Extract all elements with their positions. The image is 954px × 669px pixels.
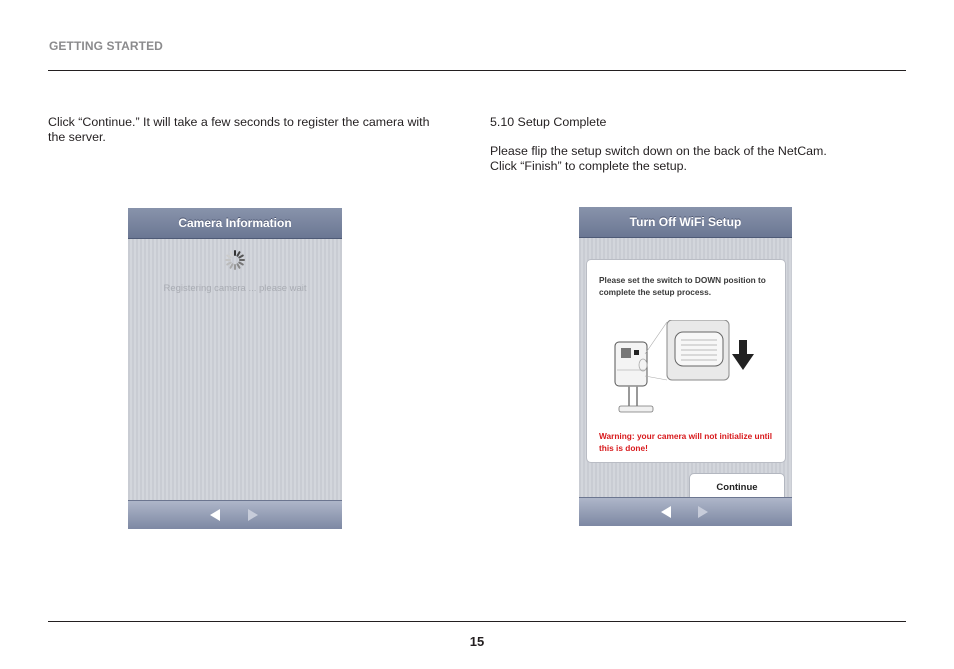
camera-icon [615,342,653,412]
screen-nav-title: Camera Information [128,208,342,239]
back-arrow-icon[interactable] [210,509,220,521]
bottom-toolbar [128,500,342,529]
camera-information-screen [128,208,342,529]
left-instruction-text: Click “Continue.” It will take a few seconds to register the camera with the server. [48,115,430,144]
back-arrow-icon[interactable] [661,506,671,518]
right-instruction [490,144,890,174]
registering-status: Registering camera ... please wait [163,283,307,294]
footer-rule [48,621,906,622]
section-title: GETTING STARTED [49,39,163,53]
right-heading: 5.10 Setup Complete [490,115,607,129]
forward-arrow-icon[interactable] [698,506,708,518]
spinner-icon [224,249,246,271]
forward-arrow-icon[interactable] [248,509,258,521]
right-instruction-line1: Please flip the setup switch down on the back of the NetCam. [490,144,827,158]
screen-nav-title: Turn Off WiFi Setup [579,207,792,238]
camera-switch-illustration [611,320,761,420]
header-rule [48,70,906,71]
initialize-warning: Warning: your camera will not initialize until this is done! [599,431,773,454]
switch-down-message: Please set the switch to DOWN position to complete the setup process. [599,275,766,298]
left-instruction [48,115,448,145]
continue-button[interactable]: Continue [689,473,785,503]
switch-icon [667,320,729,380]
down-arrow-icon [732,340,754,370]
turn-off-wifi-setup-screen [579,207,792,526]
instruction-card [586,259,786,463]
page-number: 15 [469,634,485,649]
bottom-toolbar [579,497,792,526]
right-instruction-line2: Click “Finish” to complete the setup. [490,159,687,173]
